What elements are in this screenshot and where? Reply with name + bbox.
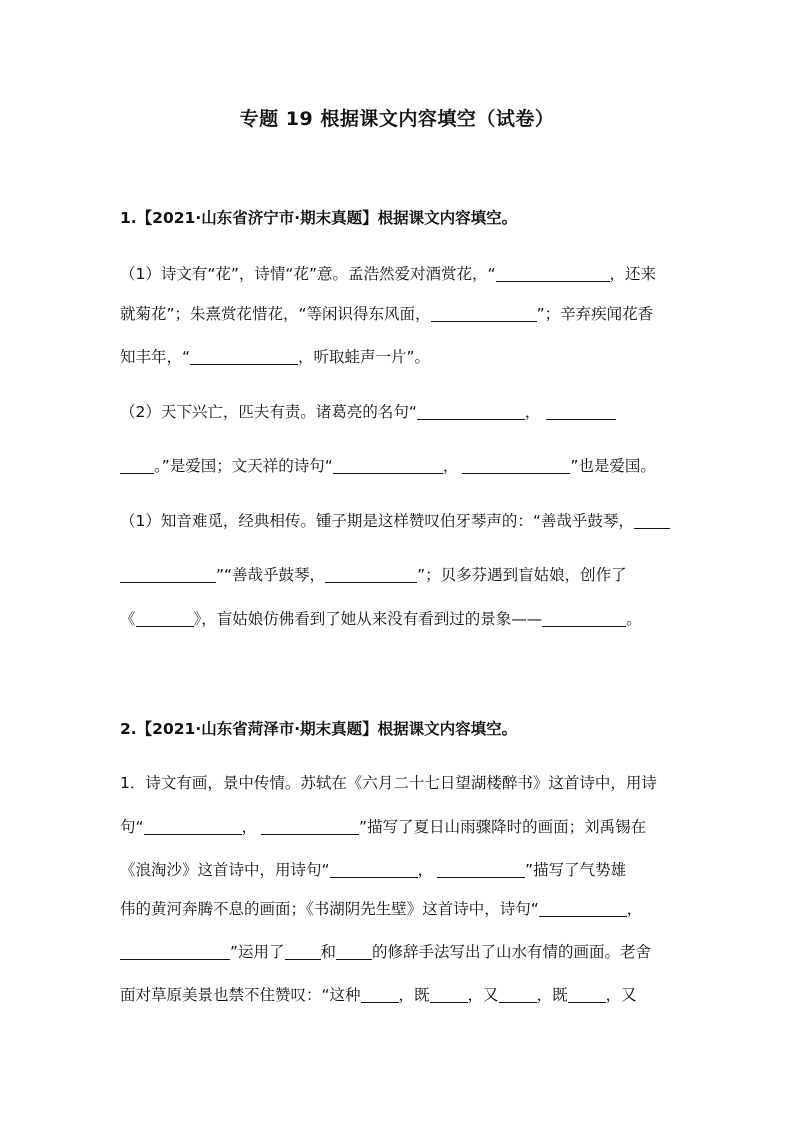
q2-text: 的修辞手法写出了山水有情的画面。老舍	[372, 943, 652, 961]
q2-line-6	[120, 983, 680, 1005]
q1-text: ，还来	[609, 265, 657, 283]
q1-text: （1）知音难觅，经典相传。锺子期是这样赞叹伯牙琴声的：“善哉乎鼓琴，	[120, 512, 634, 530]
answer-blank[interactable]	[361, 986, 399, 1003]
answer-blank[interactable]	[190, 348, 298, 365]
q2-line-4	[120, 897, 680, 919]
q1-line-1	[120, 262, 680, 284]
page-title: 专题 19 根据课文内容填空（试卷）	[239, 108, 555, 130]
q1-text: ”“善哉乎鼓琴，	[216, 566, 326, 584]
answer-blank[interactable]	[417, 403, 525, 420]
q2-text: ，既	[536, 986, 568, 1004]
q1-text: 。	[626, 610, 642, 628]
q1-line-8	[120, 607, 680, 629]
q1-line-4	[120, 400, 680, 422]
answer-blank[interactable]	[496, 265, 610, 282]
q2-text: 面对草原美景也禁不住赞叹：“这种	[120, 986, 361, 1004]
question-2-heading: 2.【2021·山东省菏泽市·期末真题】根据课文内容填空。	[120, 720, 518, 738]
q2-text: ”描写了夏日山雨骤降时的画面；刘禹锡在	[359, 818, 647, 836]
answer-blank[interactable]	[499, 986, 537, 1003]
q2-text: ，	[241, 818, 258, 836]
q2-text: ，又	[605, 986, 637, 1004]
q2-text: ，又	[467, 986, 499, 1004]
q1-text: ，	[524, 403, 541, 421]
q1-line-5	[120, 454, 680, 476]
q1-text: ，听取蛙声一片”。	[298, 348, 431, 366]
q1-text: 就菊花”；朱熹赏花惜花，“等闲识得东风面，	[120, 305, 431, 323]
answer-blank[interactable]	[539, 900, 627, 917]
answer-blank[interactable]	[437, 861, 525, 878]
q2-text: 1．诗文有画，景中传情。苏轼在《六月二十七日望湖楼醉书》这首诗中，用诗	[120, 774, 657, 792]
q2-line-1	[120, 771, 680, 793]
answer-blank[interactable]	[546, 403, 616, 420]
q1-text: 知丰年，“	[120, 348, 191, 366]
answer-blank[interactable]	[431, 305, 537, 322]
answer-blank[interactable]	[462, 457, 570, 474]
answer-blank[interactable]	[120, 943, 230, 960]
q1-text: ”；贝多芬遇到盲姑娘，创作了	[417, 566, 627, 584]
q2-line-2	[120, 815, 680, 837]
q1-text: ，	[442, 457, 459, 475]
q1-text: 》，盲姑娘仿佛看到了她从来没有看到过的景象——	[193, 610, 543, 628]
answer-blank[interactable]	[542, 610, 626, 627]
q1-line-3	[120, 345, 680, 367]
answer-blank[interactable]	[120, 566, 216, 583]
q1-line-2	[120, 302, 680, 324]
answer-blank[interactable]	[430, 986, 468, 1003]
q1-line-7	[120, 563, 680, 585]
answer-blank[interactable]	[336, 943, 372, 960]
answer-blank[interactable]	[634, 512, 670, 529]
q1-text: （1）诗文有“花”，诗情“花”意。孟浩然爱对酒赏花，“	[120, 265, 496, 283]
answer-blank[interactable]	[120, 457, 154, 474]
q1-line-6	[120, 509, 680, 531]
answer-blank[interactable]	[136, 610, 194, 627]
q2-text: ”运用了	[230, 943, 285, 961]
q2-text: 和	[320, 943, 337, 961]
answer-blank[interactable]	[325, 566, 417, 583]
answer-blank[interactable]	[261, 818, 359, 835]
answer-blank[interactable]	[333, 457, 443, 474]
question-1-heading: 1.【2021·山东省济宁市·期末真题】根据课文内容填空。	[120, 209, 518, 227]
q2-line-5	[120, 940, 680, 962]
q1-text: ”；辛弃疾闻花香	[536, 305, 654, 323]
q2-text: 句“	[120, 818, 144, 836]
q2-text: 伟的黄河奔腾不息的画面；《书湖阴先生壁》这首诗中，诗句“	[120, 900, 539, 918]
q2-text: ”描写了气势雄	[525, 861, 627, 879]
q2-text: 《浪淘沙》这首诗中，用诗句“	[120, 861, 330, 879]
answer-blank[interactable]	[285, 943, 321, 960]
q1-text: 《	[120, 610, 136, 628]
q1-text: 。”是爱国；文天祥的诗句“	[154, 457, 333, 475]
answer-blank[interactable]	[330, 861, 418, 878]
q1-text: （2）天下兴亡，匹夫有责。诸葛亮的名句“	[120, 403, 417, 421]
q2-line-3	[120, 858, 680, 880]
q2-text: ，	[626, 900, 643, 918]
answer-blank[interactable]	[568, 986, 606, 1003]
q1-text: ”也是爱国。	[570, 457, 656, 475]
q2-text: ，	[417, 861, 434, 879]
answer-blank[interactable]	[144, 818, 242, 835]
q2-text: ，既	[398, 986, 430, 1004]
